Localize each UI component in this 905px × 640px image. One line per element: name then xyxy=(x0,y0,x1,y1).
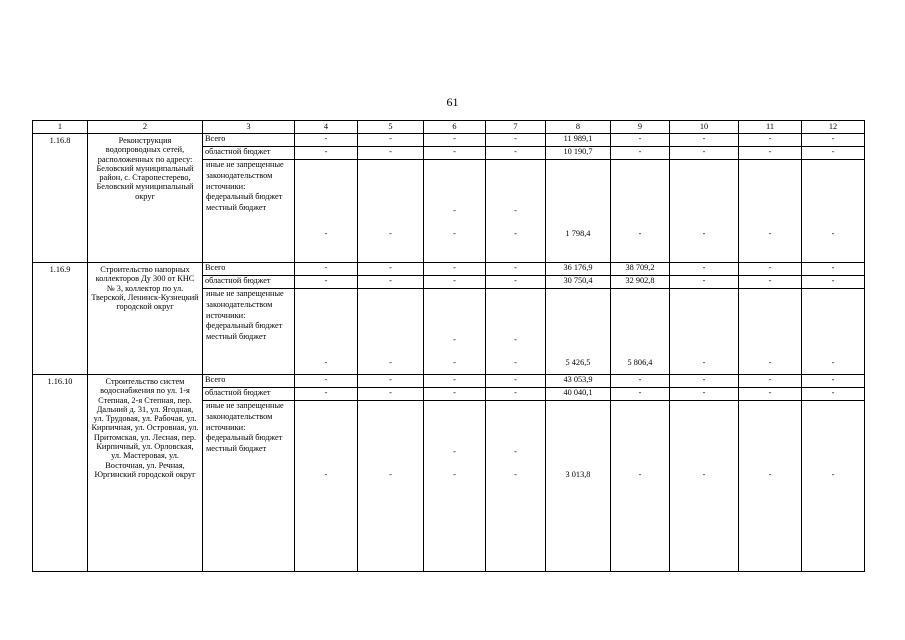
value-cell: - xyxy=(295,134,358,147)
local-value: - xyxy=(453,469,456,479)
value-cell: - xyxy=(358,375,424,388)
federal-value: - xyxy=(453,335,456,345)
value-cell: - xyxy=(486,375,546,388)
value-cell xyxy=(486,160,546,263)
column-header-9: 9 xyxy=(611,121,670,134)
value-cell: - xyxy=(802,263,865,276)
federal-value: - xyxy=(514,335,517,345)
local-value: - xyxy=(514,469,517,479)
local-value: - xyxy=(453,228,456,238)
column-header-11: 11 xyxy=(739,121,802,134)
local-value: - xyxy=(768,357,772,367)
value-cell xyxy=(546,160,611,263)
column-header-2: 2 xyxy=(88,121,203,134)
value-cell xyxy=(739,401,802,572)
value-cell xyxy=(611,401,670,572)
column-header-5: 5 xyxy=(358,121,424,134)
source-total-label: Всего xyxy=(203,134,295,147)
value-cell: - xyxy=(486,263,546,276)
value-cell xyxy=(739,160,802,263)
value-cell xyxy=(670,160,739,263)
column-header-12: 12 xyxy=(802,121,865,134)
value-cell: - xyxy=(295,147,358,160)
source-local-label: местный бюджет xyxy=(206,444,267,454)
value-cell: - xyxy=(739,276,802,289)
value-cell: 40 040,1 xyxy=(546,388,611,401)
project-name: Строительство напорных коллекторов Ду 300 от КНС № 3, коллектор по ул. Тверской, Ленинск-Кузнецкий городской округ xyxy=(88,263,203,375)
value-cell: - xyxy=(611,375,670,388)
column-header-4: 4 xyxy=(295,121,358,134)
federal-value: - xyxy=(453,206,456,216)
project-row-total xyxy=(33,134,865,147)
source-multi-label xyxy=(203,401,295,572)
local-value: - xyxy=(768,228,772,238)
local-value: - xyxy=(702,228,706,238)
source-total-label: Всего xyxy=(203,263,295,276)
value-cell xyxy=(611,160,670,263)
value-cell: 11 989,1 xyxy=(546,134,611,147)
local-value: - xyxy=(324,469,328,479)
value-cell: - xyxy=(670,388,739,401)
value-cell: - xyxy=(486,276,546,289)
column-header-7: 7 xyxy=(486,121,546,134)
source-regional-label: областной бюджет xyxy=(203,276,295,289)
page-number: 61 xyxy=(446,95,459,109)
value-cell xyxy=(424,289,486,375)
value-cell: - xyxy=(295,375,358,388)
local-value: - xyxy=(702,357,706,367)
value-cell xyxy=(802,289,865,375)
value-cell: - xyxy=(670,147,739,160)
value-cell xyxy=(358,289,424,375)
local-value: - xyxy=(514,228,517,238)
value-cell: - xyxy=(739,147,802,160)
value-cell: - xyxy=(611,134,670,147)
federal-value: - xyxy=(514,206,517,216)
source-federal-label: федеральный бюджет xyxy=(206,192,283,202)
value-cell: - xyxy=(424,134,486,147)
value-cell xyxy=(295,160,358,263)
value-cell xyxy=(295,289,358,375)
source-multi-label xyxy=(203,160,295,263)
value-cell xyxy=(358,401,424,572)
budget-table-wrapper xyxy=(32,120,865,572)
project-code: 1.16.9 xyxy=(33,263,88,375)
value-cell xyxy=(295,401,358,572)
value-cell: 38 709,2 xyxy=(611,263,670,276)
local-value: - xyxy=(389,357,392,367)
column-header-1: 1 xyxy=(33,121,88,134)
value-cell: - xyxy=(802,147,865,160)
project-row-total xyxy=(33,263,865,276)
column-header-3: 3 xyxy=(203,121,295,134)
column-header-6: 6 xyxy=(424,121,486,134)
value-cell: - xyxy=(358,263,424,276)
value-cell xyxy=(358,160,424,263)
value-cell: - xyxy=(424,276,486,289)
value-cell: 10 190,7 xyxy=(546,147,611,160)
value-cell: 43 053,9 xyxy=(546,375,611,388)
value-cell: - xyxy=(358,147,424,160)
local-value: - xyxy=(324,228,328,238)
local-value: 5 806,4 xyxy=(627,357,653,367)
value-cell: - xyxy=(295,276,358,289)
local-value: - xyxy=(324,357,328,367)
local-value: 1 798,4 xyxy=(565,228,591,238)
value-cell xyxy=(802,160,865,263)
project-name: Реконструкция водопроводных сетей, расположенных по адресу: Беловский муниципальный район, с. Старопестерево, Беловский муниципальный округ xyxy=(88,134,203,263)
value-cell: - xyxy=(424,263,486,276)
value-cell: - xyxy=(739,263,802,276)
source-total-label: Всего xyxy=(203,375,295,388)
value-cell: - xyxy=(424,147,486,160)
value-cell xyxy=(546,401,611,572)
value-cell: - xyxy=(670,276,739,289)
value-cell: - xyxy=(424,375,486,388)
value-cell: - xyxy=(670,134,739,147)
value-cell: - xyxy=(802,276,865,289)
source-local-label: местный бюджет xyxy=(206,203,267,213)
source-other-label: иные не запрещенные законодательством источники: xyxy=(206,401,284,432)
value-cell: - xyxy=(611,147,670,160)
value-cell: - xyxy=(295,388,358,401)
value-cell: - xyxy=(358,276,424,289)
value-cell: - xyxy=(802,134,865,147)
value-cell xyxy=(802,401,865,572)
value-cell xyxy=(424,160,486,263)
value-cell xyxy=(739,289,802,375)
local-value: - xyxy=(831,469,835,479)
value-cell xyxy=(486,289,546,375)
value-cell: 32 902,8 xyxy=(611,276,670,289)
value-cell: - xyxy=(358,134,424,147)
source-multi-label xyxy=(203,289,295,375)
project-name: Строительство систем водоснабжения по ул. 1-я Степная, 2-я Степная, пер. Дальний д. 31, ул. Ягодная, ул. Трудовая, ул. Рабочая, ул. Кирпичная, ул. Островная, ул. Притомская, ул. Лесная, пер. Кирпичный, ул. Орловская, ул. Мастеровая, ул. Восточная, ул. Речная, Юргинский городской округ xyxy=(88,375,203,572)
local-value: - xyxy=(831,357,835,367)
value-cell: - xyxy=(802,375,865,388)
source-regional-label: областной бюджет xyxy=(203,388,295,401)
value-cell: - xyxy=(358,388,424,401)
local-value: - xyxy=(831,228,835,238)
value-cell: - xyxy=(739,388,802,401)
value-cell: - xyxy=(802,388,865,401)
table-body xyxy=(33,121,865,572)
local-value: - xyxy=(514,357,517,367)
local-value: 3 013,8 xyxy=(565,469,591,479)
budget-table xyxy=(32,120,865,572)
local-value: - xyxy=(389,469,392,479)
value-cell xyxy=(424,401,486,572)
source-local-label: местный бюджет xyxy=(206,332,267,342)
local-value: - xyxy=(638,228,642,238)
value-cell: 36 176,9 xyxy=(546,263,611,276)
value-cell: - xyxy=(611,388,670,401)
value-cell xyxy=(611,289,670,375)
value-cell: - xyxy=(486,134,546,147)
source-other-label: иные не запрещенные законодательством источники: xyxy=(206,160,284,191)
value-cell xyxy=(670,401,739,572)
source-regional-label: областной бюджет xyxy=(203,147,295,160)
value-cell xyxy=(546,289,611,375)
value-cell: - xyxy=(295,263,358,276)
project-code: 1.16.10 xyxy=(33,375,88,572)
value-cell xyxy=(670,289,739,375)
column-header-8: 8 xyxy=(546,121,611,134)
federal-value: - xyxy=(453,447,456,457)
local-value: - xyxy=(702,469,706,479)
project-code: 1.16.8 xyxy=(33,134,88,263)
project-row-total xyxy=(33,375,865,388)
value-cell: - xyxy=(739,134,802,147)
local-value: - xyxy=(768,469,772,479)
local-value: - xyxy=(453,357,456,367)
source-federal-label: федеральный бюджет xyxy=(206,321,283,331)
value-cell: - xyxy=(670,263,739,276)
source-other-label: иные не запрещенные законодательством источники: xyxy=(206,289,284,320)
value-cell: - xyxy=(739,375,802,388)
local-value: 5 426,5 xyxy=(565,357,591,367)
value-cell: - xyxy=(670,375,739,388)
source-federal-label: федеральный бюджет xyxy=(206,433,283,443)
value-cell: - xyxy=(486,147,546,160)
header-row xyxy=(33,121,865,134)
federal-value: - xyxy=(514,447,517,457)
value-cell: 30 750,4 xyxy=(546,276,611,289)
value-cell xyxy=(486,401,546,572)
local-value: - xyxy=(638,469,642,479)
local-value: - xyxy=(389,228,392,238)
value-cell: - xyxy=(424,388,486,401)
value-cell: - xyxy=(486,388,546,401)
column-header-10: 10 xyxy=(670,121,739,134)
